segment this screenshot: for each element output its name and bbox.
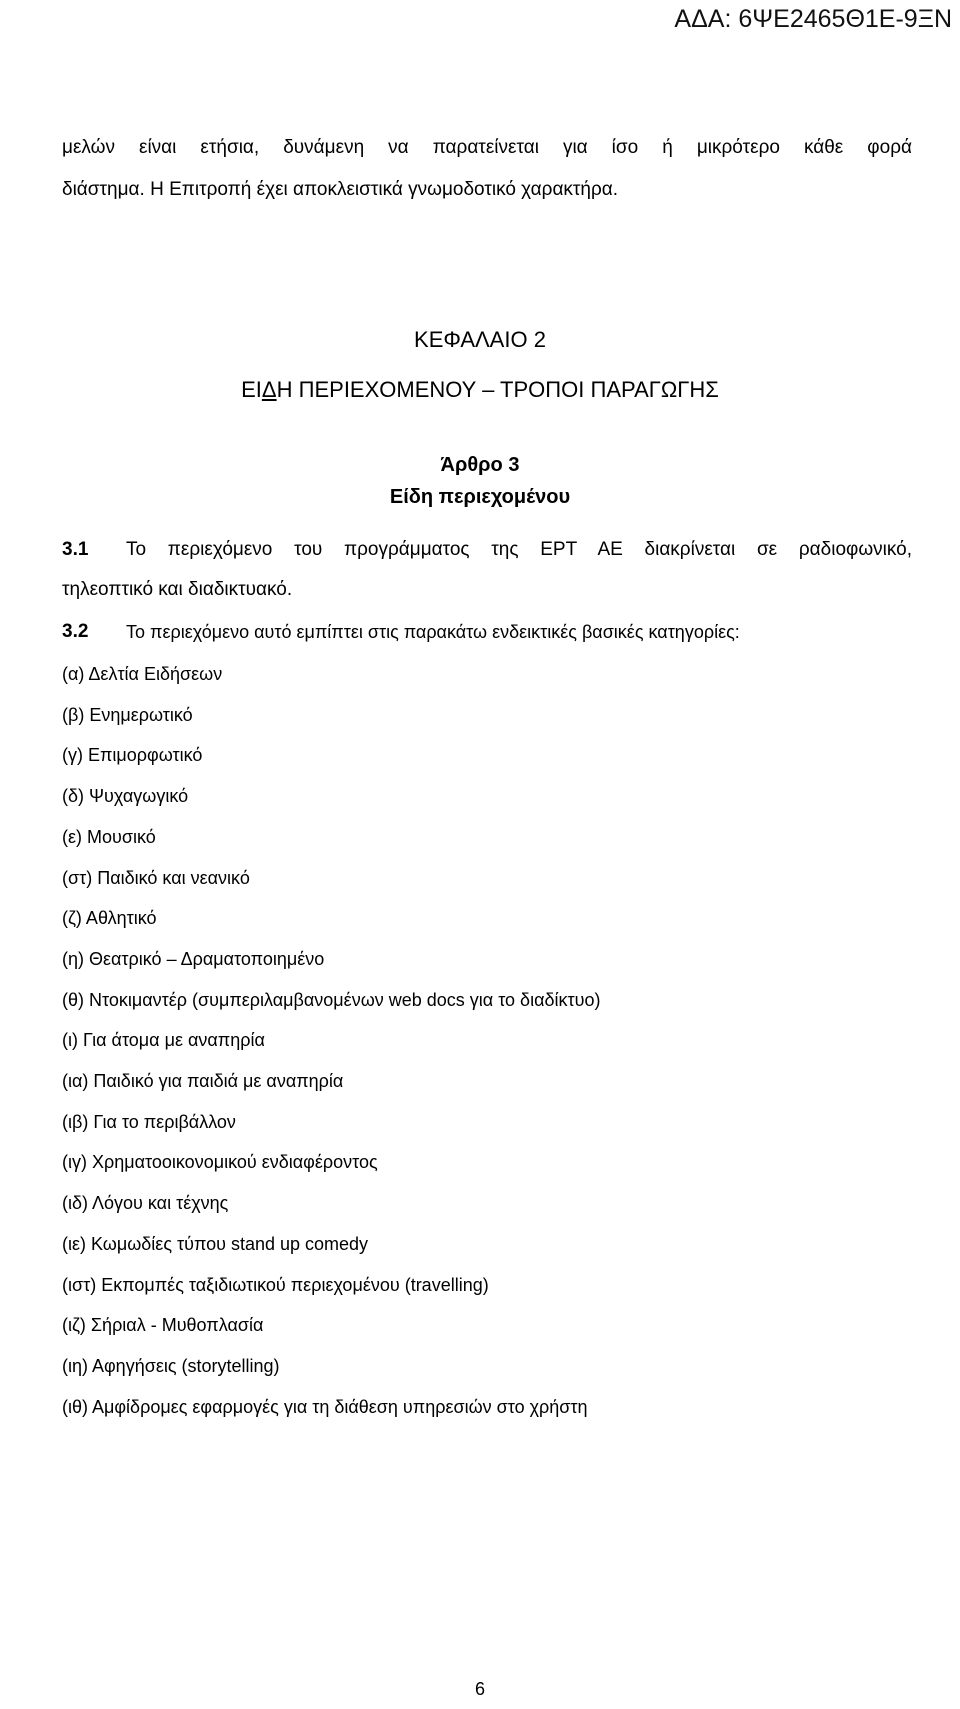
list-item: (ιη) Αφηγήσεις (storytelling) bbox=[62, 1356, 280, 1376]
section-3-1-line-2: τηλεοπτικό και διαδικτυακό. bbox=[62, 579, 293, 600]
chapter-subtitle-part-1: ΕΙ bbox=[241, 377, 262, 402]
article-title: Άρθρο 3 bbox=[440, 454, 520, 476]
chapter-subtitle-underlined: Δ bbox=[261, 377, 277, 402]
list-item: (η) Θεατρικό – Δραματοποιημένο bbox=[62, 949, 325, 969]
list-item: (ιθ) Αμφίδρομες εφαρμογές για τη διάθεση υπηρεσιών στο χρήστη bbox=[62, 1397, 588, 1417]
chapter-title: ΚΕΦΑΛΑΙΟ 2 bbox=[414, 327, 546, 352]
chapter-subtitle bbox=[0, 376, 960, 404]
list-item: (δ) Ψυχαγωγικό bbox=[62, 786, 189, 806]
list-item: (ιε) Κωμωδίες τύπου stand up comedy bbox=[62, 1234, 369, 1254]
article-subtitle: Είδη περιεχομένου bbox=[389, 486, 571, 508]
list-item: (ιδ) Λόγου και τέχνης bbox=[62, 1193, 229, 1213]
list-item: (θ) Ντοκιμαντέρ (συμπεριλαμβανομένων web docs για το διαδίκτυο) bbox=[62, 990, 601, 1010]
list-item: (ιζ) Σήριαλ - Μυθοπλασία bbox=[62, 1315, 264, 1335]
list-item: (ζ) Αθλητικό bbox=[62, 908, 157, 928]
list-item: (γ) Επιμορφωτικό bbox=[62, 745, 203, 765]
list-item: (ια) Παιδικό για παιδιά με αναπηρία bbox=[62, 1071, 344, 1091]
list-item: (ε) Μουσικό bbox=[62, 827, 156, 847]
page-number: 6 bbox=[474, 1679, 485, 1699]
chapter-subtitle-part-2: Η ΠΕΡΙΕΧΟΜΕΝΟΥ – ΤΡΟΠΟΙ ΠΑΡΑΓΩΓΗΣ bbox=[276, 377, 719, 402]
list-item: (ι) Για άτομα με αναπηρία bbox=[62, 1030, 265, 1050]
section-3-1-number: 3.1 bbox=[62, 539, 89, 560]
list-item: (ιβ) Για το περιβάλλον bbox=[62, 1112, 236, 1132]
intro-line-2: διάστημα. Η Επιτροπή έχει αποκλειστικά γνωμοδοτικό χαρακτήρα. bbox=[62, 179, 619, 200]
list-item: (β) Ενημερωτικό bbox=[62, 705, 193, 725]
section-3-2-text: Το περιεχόμενο αυτό εμπίπτει στις παρακάτω ενδεικτικές βασικές κατηγορίες: bbox=[126, 622, 740, 642]
ada-code: ΑΔΑ: 6ΨΕ2465Θ1Ε-9ΞΝ bbox=[674, 5, 952, 33]
list-item: (α) Δελτία Ειδήσεων bbox=[62, 664, 223, 684]
list-item: (στ) Παιδικό και νεανικό bbox=[62, 868, 250, 888]
section-3-1-line-1: Το περιεχόμενο του προγράμματος της ΕΡΤ ΑΕ διακρίνεται σε ραδιοφωνικό, bbox=[126, 539, 912, 560]
section-3-2-number: 3.2 bbox=[62, 621, 89, 642]
list-item: (ιστ) Εκπομπές ταξιδιωτικού περιεχομένου (travelling) bbox=[62, 1275, 489, 1295]
list-item: (ιγ) Χρηματοοικονομικού ενδιαφέροντος bbox=[62, 1152, 378, 1172]
intro-line-1: μελών είναι ετήσια, δυνάμενη να παρατείνεται για ίσο ή μικρότερο κάθε φορά bbox=[62, 137, 912, 158]
